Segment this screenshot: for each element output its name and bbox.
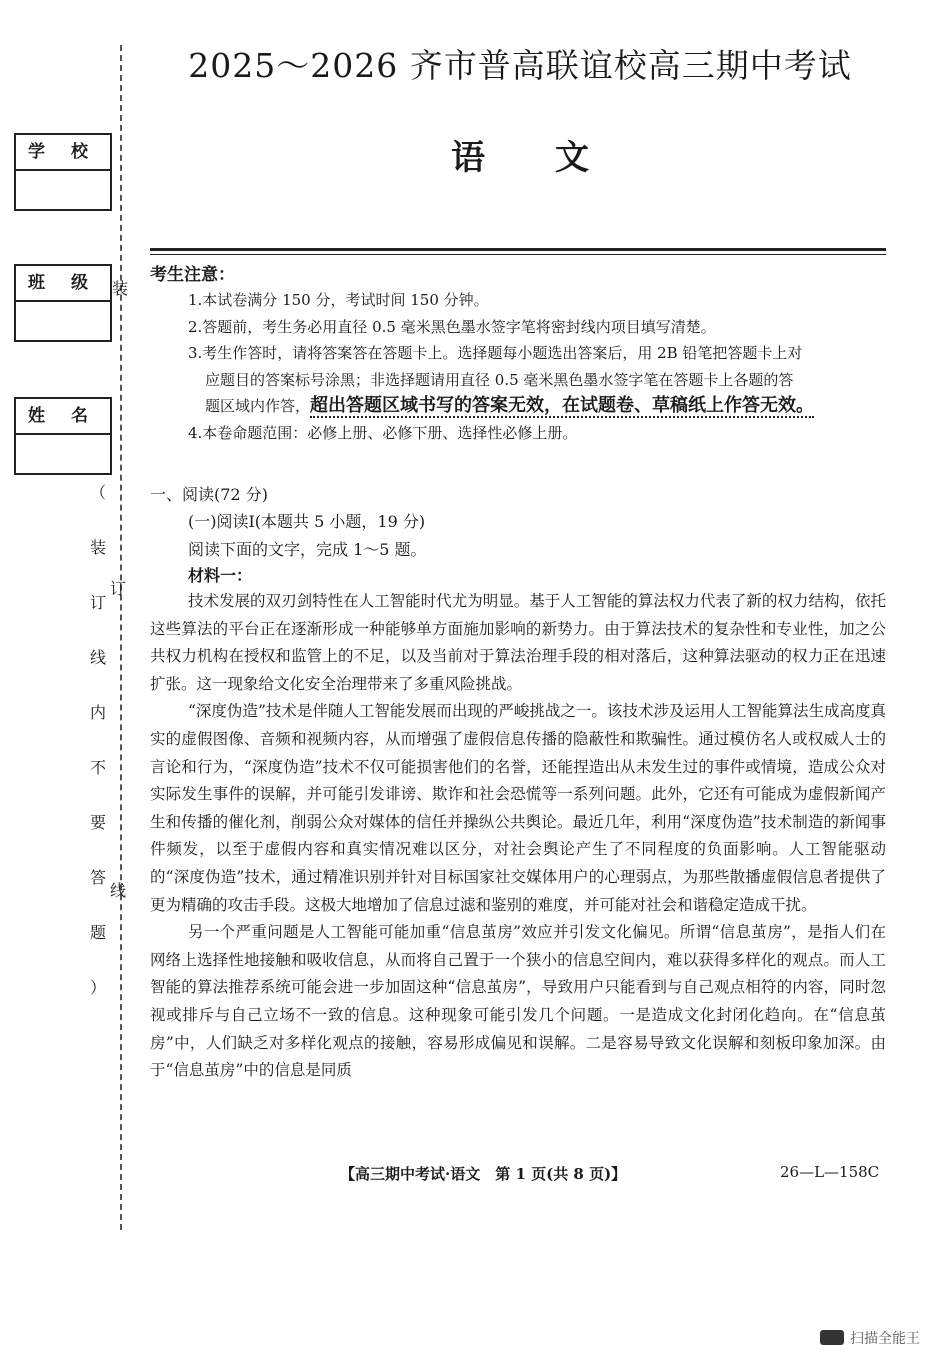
name-label: 姓 名 (16, 399, 110, 435)
notice-list (188, 287, 888, 446)
reading-instruction: 阅读下面的文字，完成 1～5 题。 (188, 540, 427, 559)
scanner-watermark (820, 1326, 930, 1345)
notice-item-2: 2.答题前，考生务必用直径 0.5 毫米黑色墨水签字笔将密封线内项目填写清楚。 (188, 317, 716, 336)
school-field (14, 133, 112, 211)
exam-title: 2025～2026 齐市普高联谊校高三期中考试 (188, 46, 852, 85)
subsection-title: (一)阅读Ⅰ(本题共 5 小题，19 分) (188, 512, 426, 531)
notice-item-3-line-3 (188, 393, 888, 420)
notice-item-1: 1.本试卷满分 150 分，考试时间 150 分钟。 (188, 291, 489, 309)
notice-heading: 考生注意： (150, 265, 235, 285)
paragraph: 技术发展的双刃剑特性在人工智能时代尤为明显。基于人工智能的算法权力代表了新的权力结构，依托这些算法的平台正在逐渐形成一种能够单方面施加影响的新势力。由于算法技术的复杂性和专业性，加之公共权力机构在授权和监管上的不足，以及当前对于算法治理手段的相对落后，这种算法驱动的权力正在迅速扩张。这一现象给文化安全治理带来了多重风险挑战。 (150, 592, 886, 693)
header-divider (150, 248, 886, 251)
notice-emphasis: 超出答题区域书写的答案无效，在试题卷、草稿纸上作答无效。 (310, 395, 815, 416)
name-field (14, 397, 112, 475)
notice-item-4: 4.本卷命题范围：必修上册、必修下册、选择性必修上册。 (188, 423, 578, 442)
scanner-text: 扫描全能王 (850, 1331, 920, 1345)
notice-item-3-line-2: 应题目的答案标号涂黑；非选择题请用直径 0.5 毫米黑色墨水签字笔在答题卡上各题的答 (205, 370, 794, 389)
school-label: 学 校 (16, 135, 110, 171)
header-divider-thin (150, 254, 886, 255)
material-body (150, 588, 886, 1085)
paragraph: “深度伪造”技术是伴随人工智能发展而出现的严峻挑战之一。该技术涉及运用人工智能算法生成高度真实的虚假图像、音频和视频内容，从而增强了虚假信息传播的隐蔽性和欺骗性。通过模仿名人或权威人士的言论和行为，“深度伪造”技术不仅可能损害他们的名誉，还能捏造出从未发生过的事件或情境，造成公众对实际发生事件的误解，并可能引发诽谤、欺诈和社会恐慌等一系列问题。此外，它还有可能成为虚假新闻产生和传播的催化剂，削弱公众对媒体的信任并操纵公共舆论。最近几年，利用“深度伪造”技术制造的新闻事件频发，以至于虚假内容和真实情况难以区分，对社会舆论产生了不同程度的负面影响。人工智能驱动的“深度伪造”技术，通过精准识别并针对目标国家社交媒体用户的心理弱点，为那些散播虚假信息者提供了更为精确的攻击手段。这极大地增加了信息过滤和鉴别的难度，并可能对社会和谐稳定造成干扰。 (150, 702, 886, 914)
school-blank[interactable] (16, 171, 110, 209)
class-blank[interactable] (16, 302, 110, 340)
bind-char-zhuang: 装 (112, 279, 129, 298)
material-label: 材料一： (188, 566, 253, 585)
name-blank[interactable] (16, 435, 110, 473)
notice-item-3-prefix: 题区域内作答， (205, 397, 311, 415)
paragraph: 另一个严重问题是人工智能可能加重“信息茧房”效应并引发文化偏见。所谓“信息茧房”，是指人们在网络上选择性地接触和吸收信息，从而将自己置于一个狭小的信息空间内，难以获得多样化的观点。而人工智能的算法推荐系统可能会进一步加固这种“信息茧房”，导致用户只能看到与自己观点相符的内容，同时忽视或排斥与自己立场不一致的信息。这种现象可能引发几个问题。一是造成文化封闭化趋向。在“信息茧房”中，人们缺乏对多样化观点的接触，容易形成偏见和误解。二是容易导致文化误解和刻板印象加深。由于“信息茧房”中的信息是同质 (150, 923, 886, 1080)
page-footer-label: 【高三期中考试·语文 第 1 页(共 8 页)】 (340, 1165, 627, 1183)
class-field (14, 264, 112, 342)
bind-char-xian: 线 (110, 881, 127, 900)
class-label: 班 级 (16, 266, 110, 302)
vertical-binding-note: （ 装 订 线 内 不 要 答 题 ） (89, 483, 106, 997)
subject-title: 语文 (451, 138, 659, 178)
exam-code: 26—L—158C (780, 1163, 880, 1181)
notice-item-3-line-1: 3.考生作答时，请将答案答在答题卡上。选择题每小题选出答案后，用 2B 铅笔把答题卡上对 (188, 344, 803, 362)
binding-dashed-line (120, 45, 122, 1230)
scanner-logo-icon (820, 1330, 844, 1345)
section-title: 一、阅读(72 分) (150, 485, 268, 504)
bind-char-ding: 订 (110, 579, 127, 598)
